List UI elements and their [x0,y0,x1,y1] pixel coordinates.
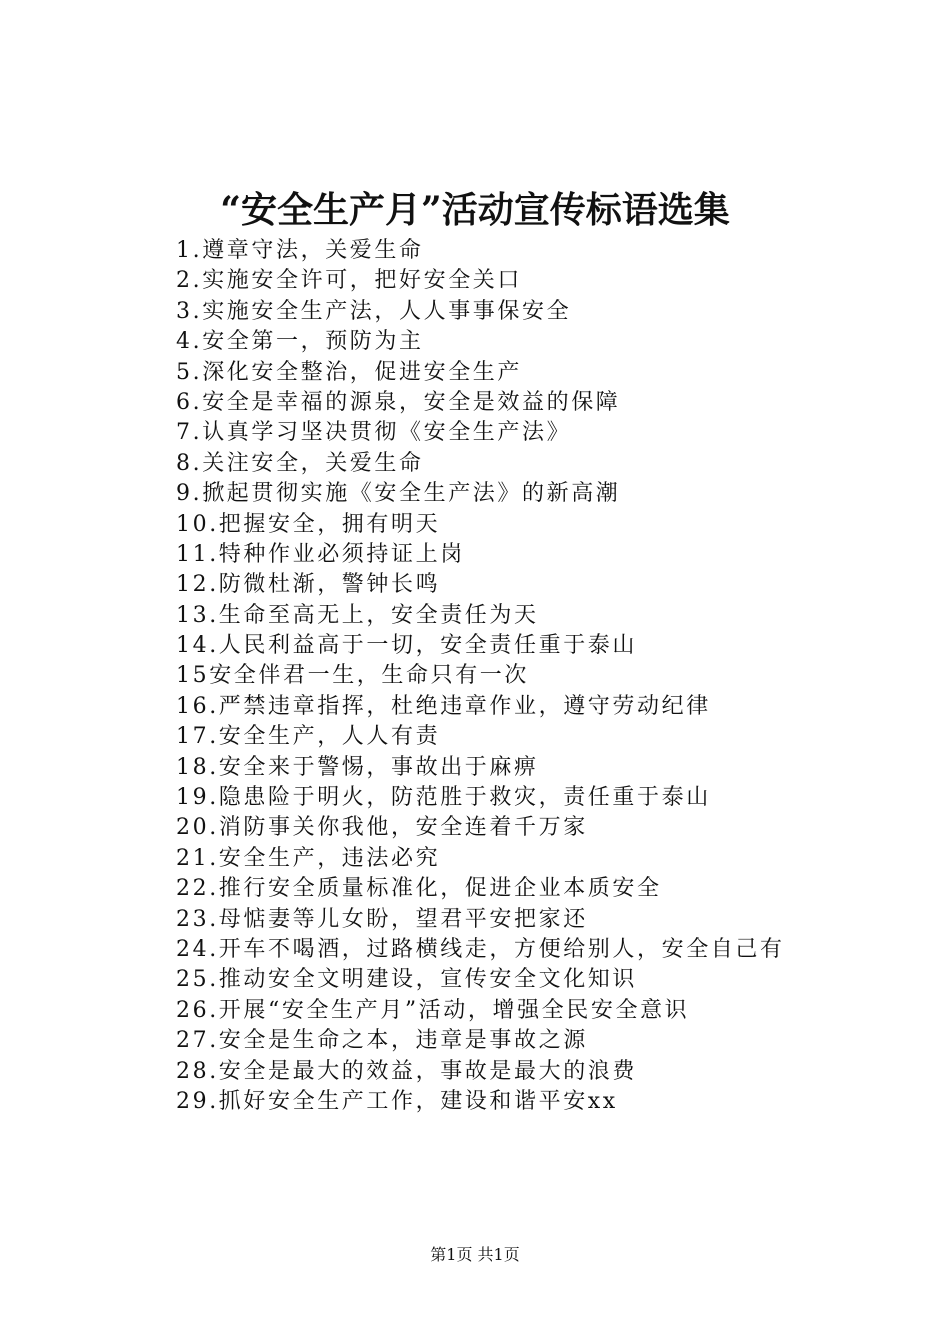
page-footer: 第1页 共1页 [430,1245,520,1264]
slogan-item: 21.安全生产，违法必究 [176,845,441,871]
slogan-item: 26.开展“安全生产月”活动，增强全民安全意识 [176,997,690,1023]
slogan-item: 10.把握安全，拥有明天 [176,511,441,537]
slogan-item: 12.防微杜渐，警钟长鸣 [176,572,441,598]
slogan-item: 22.推行安全质量标准化，促进企业本质安全 [176,876,662,902]
slogan-item: 2.实施安全许可，把好安全关口 [176,268,522,294]
page-title: “安全生产月”活动宣传标语选集 [220,189,730,231]
slogan-item: 28.安全是最大的效益，事故是最大的浪费 [176,1058,637,1084]
slogan-item: 15安全伴君一生，生命只有一次 [176,663,529,689]
slogan-item: 24.开车不喝酒，过路横线走，方便给别人，安全自己有 [176,936,785,962]
slogan-item: 17.安全生产，人人有责 [176,724,441,750]
slogan-item: 13.生命至高无上，安全责任为天 [176,602,539,628]
slogan-item: 6.安全是幸福的源泉，安全是效益的保障 [176,389,621,415]
slogan-item: 7.认真学习坚决贯彻《安全生产法》 [176,420,572,446]
slogan-item: 25.推动安全文明建设，宣传安全文化知识 [176,967,637,993]
slogan-item: 29.抓好安全生产工作，建设和谐平安xx [176,1088,618,1114]
slogan-item: 4.安全第一，预防为主 [176,329,424,355]
slogan-item: 5.深化安全整治，促进安全生产 [176,359,522,385]
slogan-item: 9.掀起贯彻实施《安全生产法》的新高潮 [176,481,621,507]
slogan-item: 19.隐患险于明火，防范胜于救灾，责任重于泰山 [176,785,711,811]
slogan-item: 1.遵章守法，关爱生命 [176,238,424,263]
slogan-item: 14.人民利益高于一切，安全责任重于泰山 [176,633,637,659]
slogan-item: 16.严禁违章指挥，杜绝违章作业，遵守劳动纪律 [176,693,711,719]
slogan-item: 11.特种作业必须持证上岗 [176,541,465,567]
slogan-item: 20.消防事关你我他，安全连着千万家 [176,815,588,841]
slogan-item: 3.实施安全生产法，人人事事保安全 [176,298,572,324]
slogan-item: 18.安全来于警惕，事故出于麻痹 [176,754,539,780]
slogan-item: 27.安全是生命之本，违章是事故之源 [176,1028,588,1054]
slogan-item: 8.关注安全，关爱生命 [176,450,424,476]
slogan-list [176,236,785,1117]
slogan-item: 23.母惦妻等儿女盼，望君平安把家还 [176,906,588,932]
